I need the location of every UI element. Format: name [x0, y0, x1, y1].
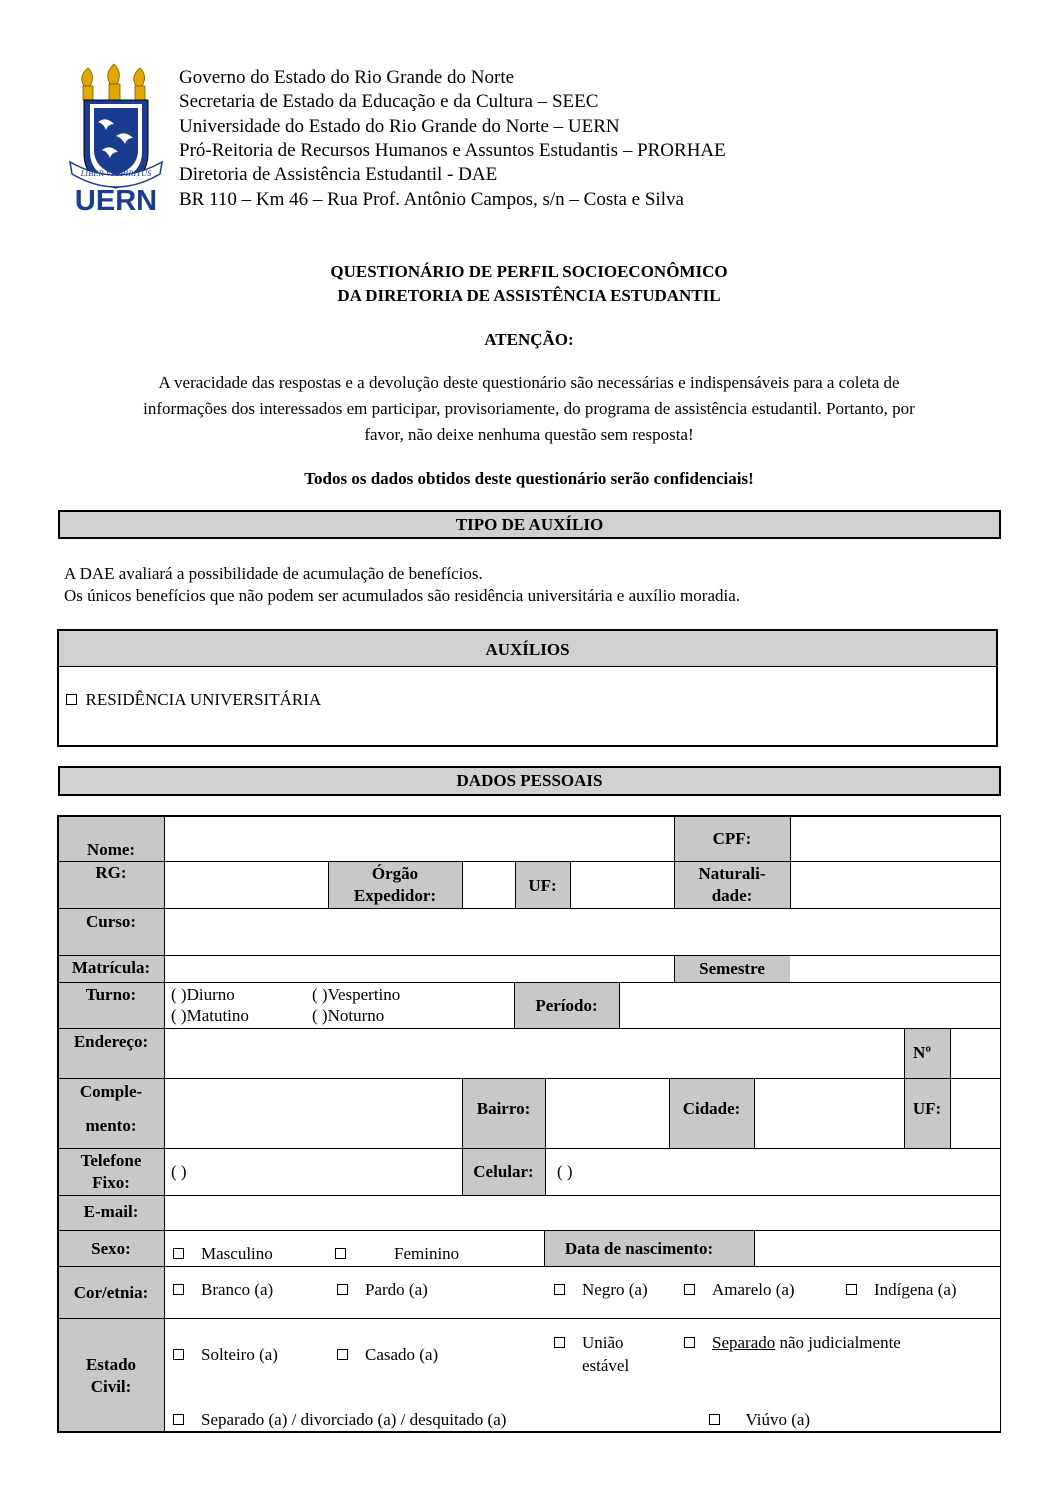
header-line-5: Diretoria de Assistência Estudantil - DAE	[179, 164, 498, 185]
label-cidade: Cidade:	[682, 1099, 741, 1118]
label-numero: Nº	[913, 1043, 931, 1062]
uf-field[interactable]	[571, 862, 674, 908]
label-orgao-2: Expedidor:	[353, 886, 437, 905]
turno-vespertino[interactable]: ( )Vespertino	[312, 985, 401, 1004]
label-nome: Nome:	[86, 840, 136, 859]
label-naturalidade-1: Naturali-	[698, 864, 766, 883]
grid-line	[58, 1266, 1001, 1267]
label-matricula: Matrícula:	[71, 958, 151, 977]
label-nascimento: Data de nascimento:	[564, 1239, 714, 1258]
label-endereco: Endereço:	[73, 1032, 149, 1051]
checkbox-icon[interactable]	[173, 1284, 184, 1295]
checkbox-icon[interactable]	[709, 1414, 720, 1425]
label-rg: RG:	[95, 863, 127, 882]
option-indigena[interactable]: Indígena (a)	[846, 1280, 957, 1300]
grid-line	[58, 1148, 1001, 1149]
naturalidade-field[interactable]	[791, 862, 1000, 908]
option-casado[interactable]: Casado (a)	[337, 1345, 438, 1365]
option-solteiro[interactable]: Solteiro (a)	[173, 1345, 278, 1365]
matricula-field[interactable]	[165, 956, 674, 982]
checkbox-icon[interactable]	[335, 1248, 346, 1259]
turno-diurno[interactable]: ( )Diurno	[171, 985, 235, 1004]
header-line-3: Universidade do Estado do Rio Grande do Norte – UERN	[179, 116, 620, 137]
semestre-field[interactable]	[791, 956, 1000, 982]
checkbox-icon[interactable]	[173, 1248, 184, 1259]
uniao-estavel-label-2: estável	[582, 1356, 630, 1375]
curso-field[interactable]	[165, 909, 1000, 955]
label-orgao-1: Órgão	[371, 864, 419, 883]
header-line-6: BR 110 – Km 46 – Rua Prof. Antônio Campos, s/n – Costa e Silva	[179, 189, 684, 210]
label-cor-etnia: Cor/etnia:	[73, 1283, 149, 1302]
label-turno: Turno:	[85, 985, 137, 1004]
attention-text-3: favor, não deixe nenhuma questão sem resposta!	[364, 425, 694, 444]
label-naturalidade-2: dade:	[711, 886, 753, 905]
form-title-line-2: DA DIRETORIA DE ASSISTÊNCIA ESTUDANTIL	[337, 286, 721, 305]
telefone-field[interactable]: ( )	[171, 1162, 187, 1181]
svg-text:UERN: UERN	[74, 185, 158, 212]
option-residencia-universitaria[interactable]: RESIDÊNCIA UNIVERSITÁRIA	[66, 690, 321, 710]
option-amarelo[interactable]: Amarelo (a)	[684, 1280, 795, 1300]
nascimento-field[interactable]	[755, 1231, 1000, 1266]
uf2-field[interactable]	[951, 1079, 1000, 1148]
turno-matutino[interactable]: ( )Matutino	[171, 1006, 249, 1025]
option-uniao-estavel[interactable]: União	[554, 1333, 624, 1353]
header-line-1: Governo do Estado do Rio Grande do Norte	[179, 67, 515, 88]
label-semestre: Semestre	[699, 959, 765, 978]
attention-text-1: A veracidade das respostas e a devolução deste questionário são necessárias e indispensáveis para a coleta de	[158, 373, 900, 392]
bairro-field[interactable]	[546, 1079, 669, 1148]
checkbox-icon[interactable]	[66, 694, 77, 705]
svg-text:LIBER VI SPIRITUS: LIBER VI SPIRITUS	[80, 168, 152, 178]
label-periodo: Período:	[535, 996, 598, 1015]
label-cpf: CPF:	[712, 829, 752, 848]
orgao-field[interactable]	[463, 862, 515, 908]
endereco-field[interactable]	[165, 1029, 904, 1078]
header-line-4: Pró-Reitoria de Recursos Humanos e Assuntos Estudantis – PRORHAE	[179, 140, 726, 161]
label-curso: Curso:	[85, 912, 137, 931]
header-line-2: Secretaria de Estado da Educação e da Cultura – SEEC	[179, 91, 599, 112]
form-title-line-1: QUESTIONÁRIO DE PERFIL SOCIOECONÔMICO	[330, 262, 728, 281]
label-estado-civil-1: Estado	[85, 1355, 137, 1374]
label-uf2: UF:	[912, 1099, 942, 1118]
option-separado-nao-judicial[interactable]: Separado não judicialmente	[684, 1333, 901, 1353]
label-estado-civil-2: Civil:	[90, 1377, 132, 1396]
turno-noturno[interactable]: ( )Noturno	[312, 1006, 385, 1025]
checkbox-icon[interactable]	[554, 1284, 565, 1295]
label-email: E-mail:	[83, 1202, 139, 1221]
tipo-auxilio-text-1: A DAE avaliará a possibilidade de acumulação de benefícios.	[64, 564, 483, 583]
label-celular: Celular:	[473, 1162, 534, 1181]
complemento-field[interactable]	[165, 1079, 462, 1148]
checkbox-icon[interactable]	[846, 1284, 857, 1295]
checkbox-icon[interactable]	[337, 1349, 348, 1360]
label-complemento-1: Comple-	[79, 1082, 143, 1101]
label-telefone-1: Telefone	[80, 1151, 142, 1170]
auxilios-heading: AUXÍLIOS	[485, 640, 570, 659]
checkbox-icon[interactable]	[173, 1414, 184, 1425]
section-dados-pessoais: DADOS PESSOAIS	[58, 766, 1001, 796]
option-feminino[interactable]: Feminino	[335, 1244, 459, 1264]
nome-field[interactable]	[165, 817, 674, 861]
checkbox-icon[interactable]	[554, 1337, 565, 1348]
option-viuvo[interactable]: Viúvo (a)	[709, 1410, 810, 1430]
email-field[interactable]	[165, 1196, 1000, 1230]
uern-logo	[66, 62, 166, 212]
grid-line	[58, 1431, 1001, 1433]
periodo-field[interactable]	[620, 983, 1000, 1028]
celular-field[interactable]: ( )	[557, 1162, 573, 1181]
checkbox-icon[interactable]	[684, 1284, 695, 1295]
attention-text-2: informações dos interessados em participar, provisoriamente, do programa de assistência estudantil. Portanto, por	[143, 399, 915, 418]
option-masculino[interactable]: Masculino	[173, 1244, 273, 1264]
numero-field[interactable]	[951, 1029, 1000, 1078]
checkbox-icon[interactable]	[684, 1337, 695, 1348]
label-uf: UF:	[528, 876, 557, 895]
option-pardo[interactable]: Pardo (a)	[337, 1280, 428, 1300]
section-tipo-auxilio: TIPO DE AUXÍLIO	[58, 510, 1001, 539]
grid-line	[1000, 815, 1001, 1433]
cpf-field[interactable]	[791, 817, 1000, 861]
tipo-auxilio-text-2: Os únicos benefícios que não podem ser acumulados são residência universitária e auxílio moradia.	[64, 586, 741, 605]
cidade-field[interactable]	[755, 1079, 904, 1148]
label-telefone-2: Fixo:	[92, 1173, 130, 1192]
checkbox-icon[interactable]	[337, 1284, 348, 1295]
attention-heading: ATENÇÃO:	[484, 330, 574, 349]
label-bairro: Bairro:	[476, 1099, 531, 1118]
label-complemento-2: mento:	[85, 1116, 137, 1135]
label-sexo: Sexo:	[91, 1239, 131, 1258]
confidential-note: Todos os dados obtidos deste questionário serão confidenciais!	[304, 469, 754, 488]
option-branco[interactable]: Branco (a)	[173, 1280, 273, 1300]
option-negro[interactable]: Negro (a)	[554, 1280, 648, 1300]
grid-line	[58, 1318, 1001, 1319]
checkbox-icon[interactable]	[173, 1349, 184, 1360]
rg-field[interactable]	[165, 862, 328, 908]
option-separado-divorciado[interactable]: Separado (a) / divorciado (a) / desquitado (a)	[173, 1410, 506, 1430]
